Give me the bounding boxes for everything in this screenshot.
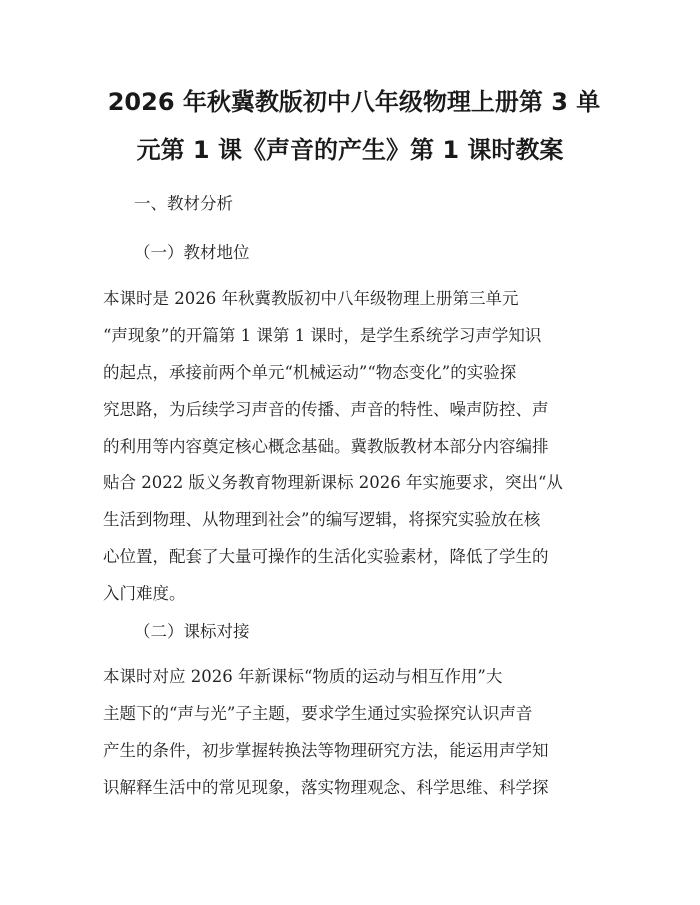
paragraph-line: “声现象”的开篇第 1 课第 1 课时，是学生系统学习声学知识	[103, 325, 542, 345]
sub-heading-textbook-position: （一）教材地位	[134, 243, 250, 262]
paragraph-textbook-position	[103, 287, 603, 619]
paragraph-line: 识解释生活中的常见现象，落实物理观念、科学思维、科学探	[103, 777, 549, 797]
paragraph-curriculum-alignment	[103, 665, 603, 813]
paragraph-line: 究思路，为后续学习声音的传播、声音的特性、噪声防控、声	[103, 399, 549, 419]
paragraph-line: 本课时是 2026 年秋冀教版初中八年级物理上册第三单元	[103, 289, 519, 308]
sub-heading-curriculum-alignment: （二）课标对接	[134, 622, 250, 641]
paragraph-line: 心位置，配套了大量可操作的生活化实验素材，降低了学生的	[103, 547, 549, 567]
document-title-line-2: 元第 1 课《声音的产生》第 1 课时教案	[136, 136, 564, 164]
paragraph-line: 的起点，承接前两个单元“机械运动”“物态变化”的实验探	[103, 362, 517, 382]
paragraph-line: 贴合 2022 版义务教育物理新课标 2026 年实施要求，突出“从	[103, 473, 563, 493]
paragraph-line: 生活到物理、从物理到社会”的编写逻辑，将探究实验放在核	[103, 510, 541, 530]
document-title-line-1: 2026 年秋冀教版初中八年级物理上册第 3 单	[107, 88, 601, 116]
paragraph-line: 入门难度。	[103, 584, 186, 604]
paragraph-line: 本课时对应 2026 年新课标“物质的运动与相互作用”大	[103, 667, 503, 686]
section-heading: 一、教材分析	[134, 194, 233, 213]
paragraph-line: 主题下的“声与光”子主题，要求学生通过实验探究认识声音	[103, 703, 533, 723]
paragraph-line: 产生的条件，初步掌握转换法等物理研究方法，能运用声学知	[103, 740, 549, 760]
paragraph-line: 的利用等内容奠定核心概念基础。冀教版教材本部分内容编排	[103, 436, 549, 456]
